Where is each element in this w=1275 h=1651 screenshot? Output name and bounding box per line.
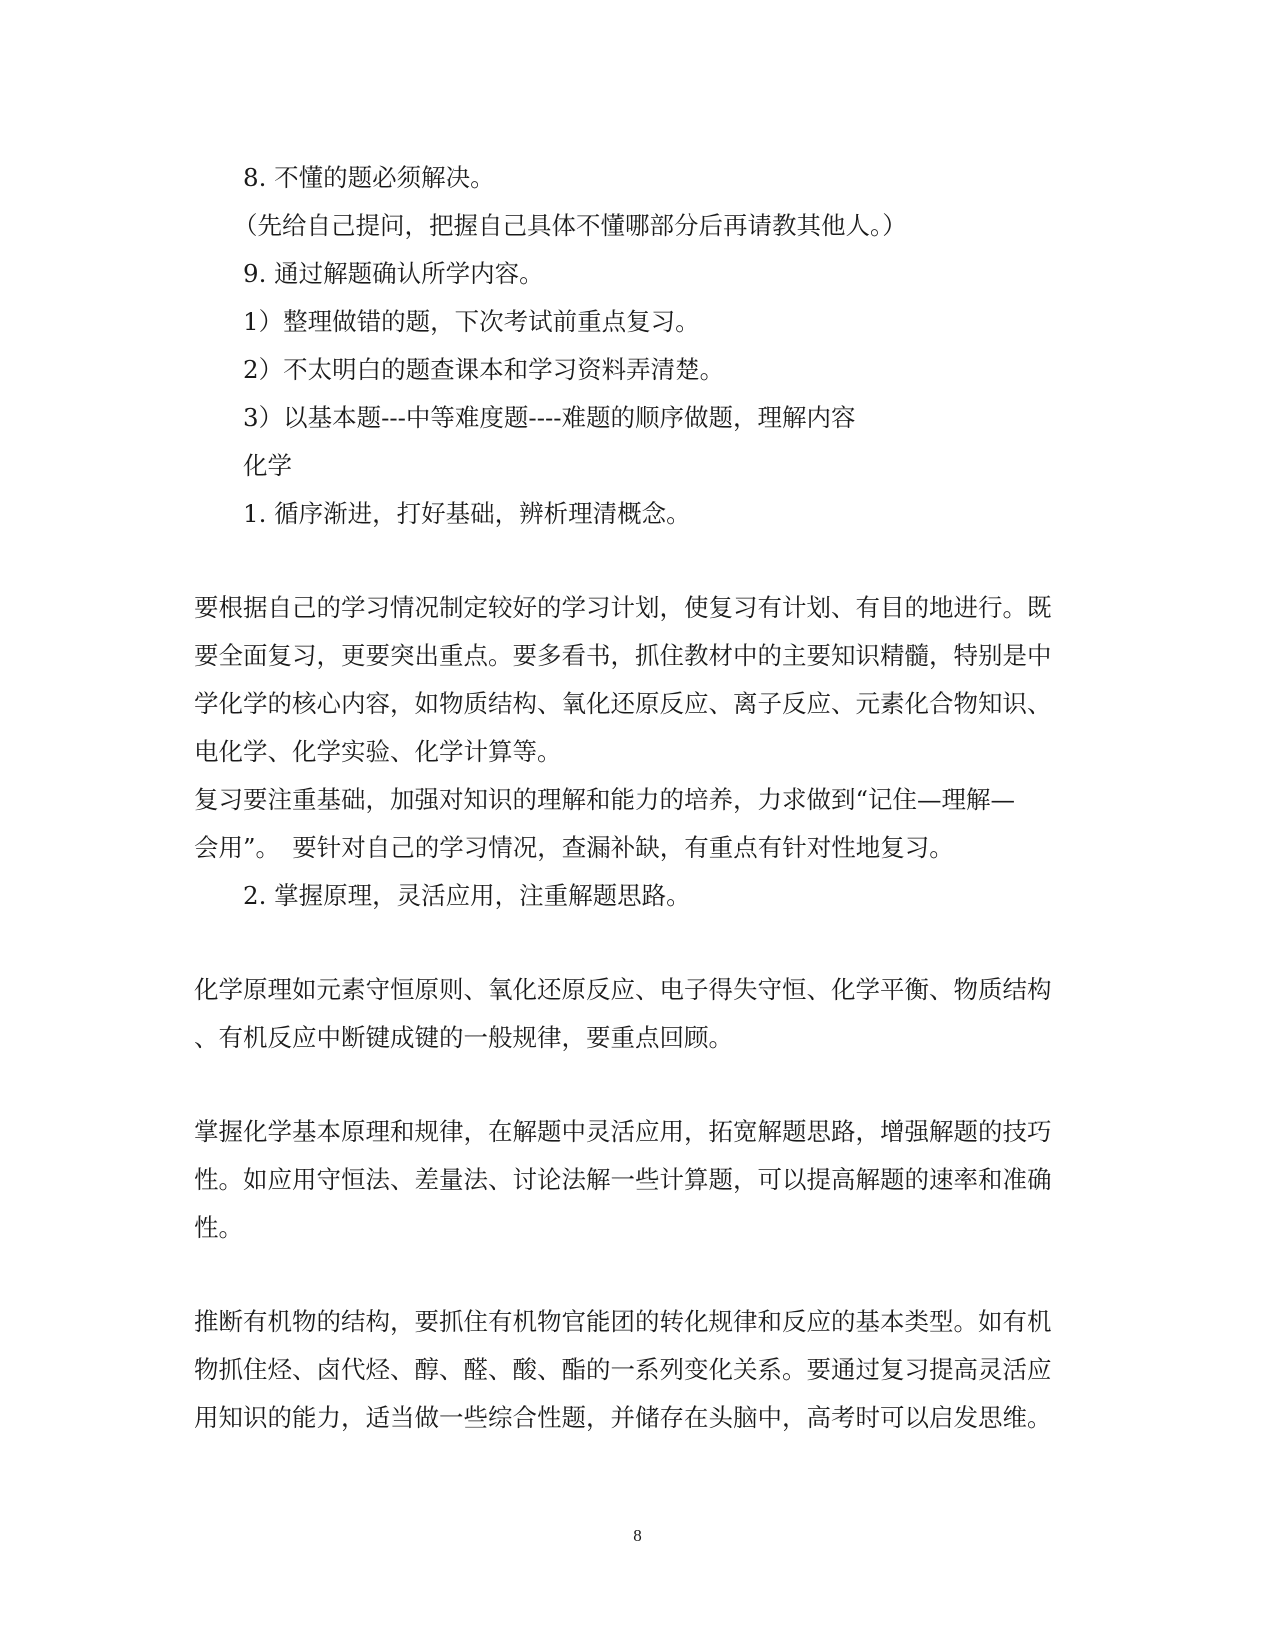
text-line: 要根据自己的学习情况制定较好的学习计划，使复习有计划、有目的地进行。既 [194, 593, 1052, 622]
text-line: 2. 掌握原理，灵活应用，注重解题思路。 [243, 881, 691, 910]
text-line: 、有机反应中断键成键的一般规律，要重点回顾。 [194, 1023, 733, 1052]
text-line: 要全面复习，更要突出重点。要多看书，抓住教材中的主要知识精髓，特别是中 [194, 641, 1052, 670]
text-line: 电化学、化学实验、化学计算等。 [194, 737, 562, 766]
page-number: 8 [633, 1526, 642, 1545]
text-line: 3）以基本题---中等难度题----难题的顺序做题，理解内容 [243, 403, 856, 432]
text-line: 会用”。 要针对自己的学习情况，查漏补缺，有重点有针对性地复习。 [194, 833, 954, 862]
text-line: 用知识的能力，适当做一些综合性题，并储存在头脑中，高考时可以启发思维。 [194, 1403, 1052, 1432]
text-line: 学化学的核心内容，如物质结构、氧化还原反应、离子反应、元素化合物知识、 [194, 689, 1052, 718]
text-line: 掌握化学基本原理和规律，在解题中灵活应用，拓宽解题思路，增强解题的技巧 [194, 1117, 1052, 1146]
text-line: 1）整理做错的题，下次考试前重点复习。 [243, 307, 700, 336]
text-line: 1. 循序渐进，打好基础，辨析理清概念。 [243, 499, 691, 528]
text-line: 推断有机物的结构，要抓住有机物官能团的转化规律和反应的基本类型。如有机 [194, 1307, 1052, 1336]
text-line: 9. 通过解题确认所学内容。 [243, 259, 544, 288]
text-line: 化学原理如元素守恒原则、氧化还原反应、电子得失守恒、化学平衡、物质结构 [194, 975, 1052, 1004]
text-line: 性。 [194, 1213, 243, 1242]
text-line: 8. 不懂的题必须解决。 [243, 163, 495, 192]
text-line: （先给自己提问，把握自己具体不懂哪部分后再请教其他人。） [233, 211, 907, 240]
text-line: 2）不太明白的题查课本和学习资料弄清楚。 [243, 355, 725, 384]
text-line: 复习要注重基础，加强对知识的理解和能力的培养，力求做到“记住—理解— [194, 785, 1016, 814]
text-line: 性。如应用守恒法、差量法、讨论法解一些计算题，可以提高解题的速率和准确 [194, 1165, 1052, 1194]
section-heading: 化学 [243, 451, 292, 480]
text-line: 物抓住烃、卤代烃、醇、醛、酸、酯的一系列变化关系。要通过复习提高灵活应 [194, 1355, 1052, 1384]
